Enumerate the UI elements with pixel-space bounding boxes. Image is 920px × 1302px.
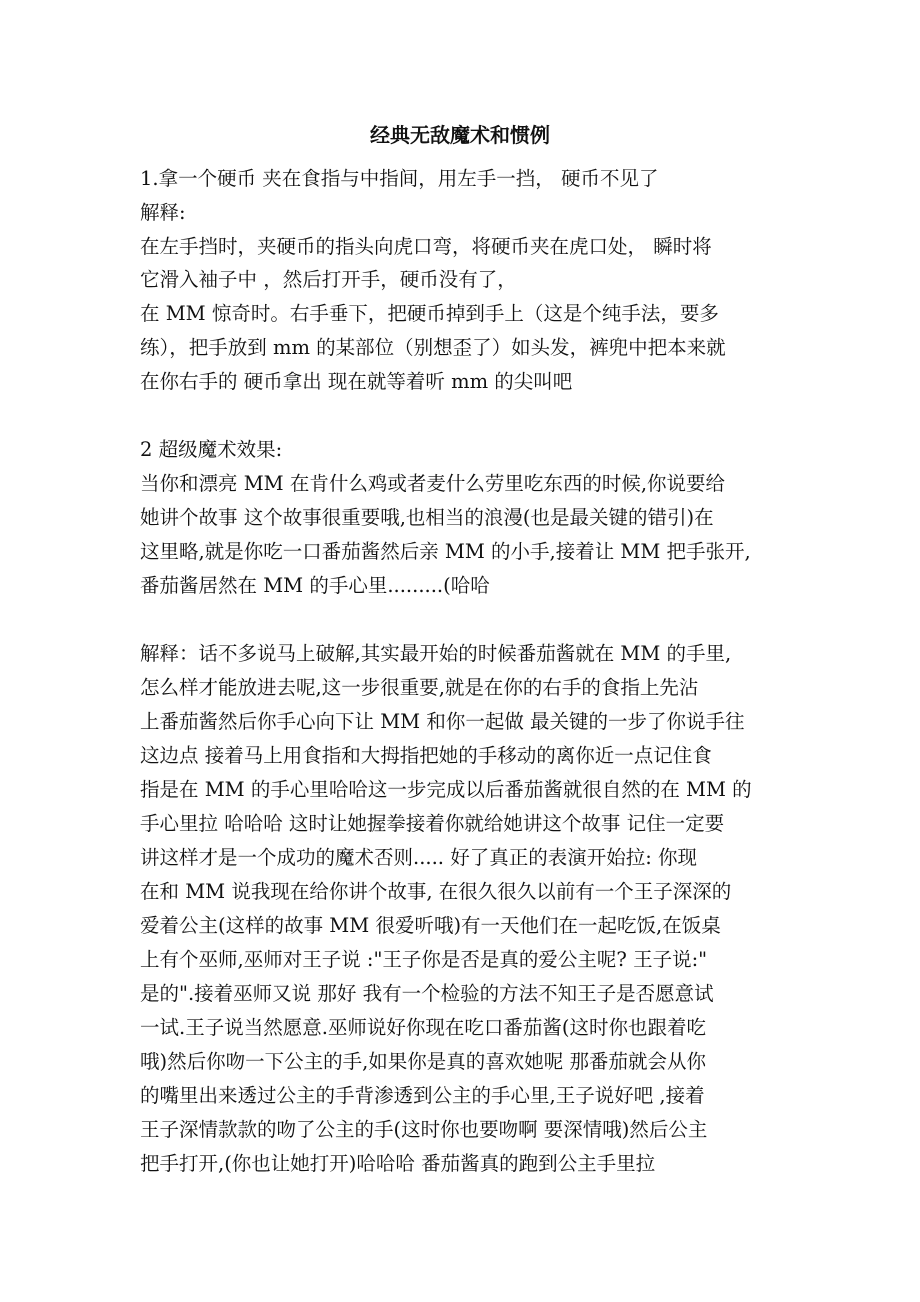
section2-line: 番茄酱居然在 MM 的手心里.........(哈哈: [140, 574, 490, 597]
document-title: 经典无敌魔术和惯例: [370, 123, 550, 147]
section3-line: 指是在 MM 的手心里哈哈这一步完成以后番茄酱就很自然的在 MM 的: [140, 778, 752, 801]
section3-line: 讲这样才是一个成功的魔术否则..... 好了真正的表演开始拉: 你现: [140, 846, 697, 869]
section3-line: 怎么样才能放进去呢,这一步很重要,就是在你的右手的食指上先沾: [140, 676, 699, 699]
section1-line: 1.拿一个硬币 夹在食指与中指间，用左手一挡， 硬币不见了: [140, 167, 659, 190]
section2-line: 2 超级魔术效果:: [140, 438, 283, 461]
section2-line: 她讲个故事 这个故事很重要哦,也相当的浪漫(也是最关键的错引)在: [140, 506, 714, 529]
section3-line: 把手打开,(你也让她打开)哈哈哈 番茄酱真的跑到公主手里拉: [140, 1152, 656, 1175]
section2-line: 当你和漂亮 MM 在肯什么鸡或者麦什么劳里吃东西的时候,你说要给: [140, 472, 726, 495]
section2-line: 这里略,就是你吃一口番茄酱然后亲 MM 的小手,接着让 MM 把手张开,: [140, 540, 751, 563]
section1-line: 解释:: [140, 201, 186, 224]
section1-line: 在 MM 惊奇时。右手垂下，把硬币掉到手上（这是个纯手法，要多: [140, 302, 719, 325]
section3-line: 哦)然后你吻一下公主的手,如果你是真的喜欢她呢 那番茄就会从你: [140, 1050, 707, 1073]
section3-line: 的嘴里出来透过公主的手背渗透到公主的手心里,王子说好吧 ,接着: [140, 1084, 705, 1107]
section3-line: 上有个巫师,巫师对王子说 :"王子你是否是真的爱公主呢? 王子说:": [140, 948, 708, 971]
section1-line: 在你右手的 硬币拿出 现在就等着听 mm 的尖叫吧: [140, 370, 573, 393]
section3-line: 一试.王子说当然愿意.巫师说好你现在吃口番茄酱(这时你也跟着吃: [140, 1016, 707, 1039]
section1-line: 它滑入袖子中 ，然后打开手，硬币没有了，: [140, 268, 517, 291]
section1-line: 练），把手放到 mm 的某部位（别想歪了）如头发，裤兜中把本来就: [140, 336, 726, 359]
section3-line: 上番茄酱然后你手心向下让 MM 和你一起做 最关键的一步了你说手往: [140, 710, 745, 733]
section3-line: 爱着公主(这样的故事 MM 很爱听哦)有一天他们在一起吃饭,在饭桌: [140, 914, 721, 937]
section3-line: 手心里拉 哈哈哈 这时让她握拳接着你就给她讲这个故事 记住一定要: [140, 812, 725, 835]
section3-line: 王子深情款款的吻了公主的手(这时你也要吻啊 要深情哦)然后公主: [140, 1118, 708, 1141]
section3-line: 这边点 接着马上用食指和大拇指把她的手移动的离你近一点记住食: [140, 744, 712, 767]
section3-line: 在和 MM 说我现在给你讲个故事, 在很久很久以前有一个王子深深的: [140, 880, 732, 903]
section3-line: 是的".接着巫师又说 那好 我有一个检验的方法不知王子是否愿意试: [140, 982, 714, 1005]
section3-line: 解释：话不多说马上破解,其实最开始的时候番茄酱就在 MM 的手里,: [140, 642, 732, 665]
section1-line: 在左手挡时，夹硬币的指头向虎口弯，将硬币夹在虎口处， 瞬时将: [140, 235, 712, 258]
